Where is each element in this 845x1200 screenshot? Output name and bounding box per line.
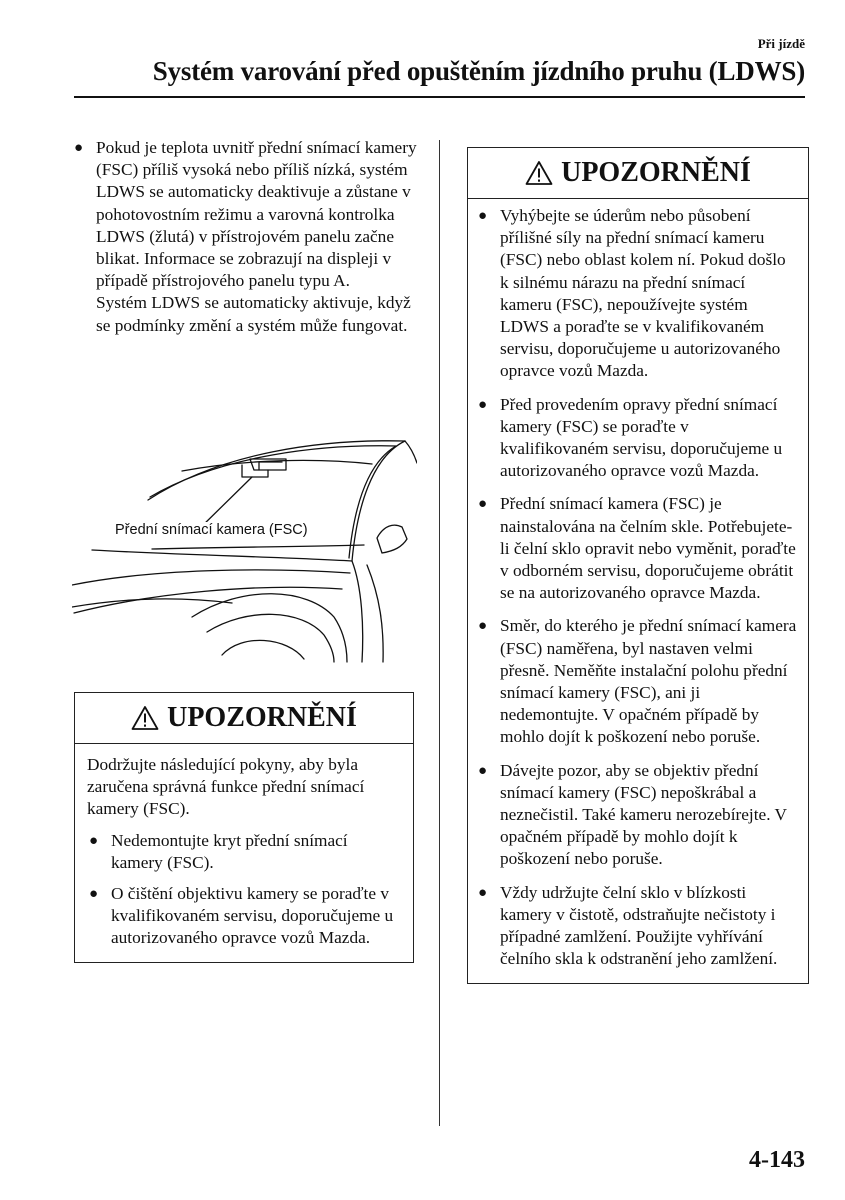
warning-box-right xyxy=(467,147,809,984)
page-number: 4-143 xyxy=(749,1147,805,1173)
list-item xyxy=(72,137,417,292)
bullet-icon: ● xyxy=(478,496,488,513)
list-item-text: Nedemontujte kryt přední snímací kamery (FSC). xyxy=(111,830,348,872)
list-item xyxy=(476,615,798,748)
list-item-text: Vždy udržujte čelní sklo v blízkosti kamery v čistotě, odstraňujte nečistoty i případné zamlžení. Použijte vyhřívání čelního skla k odstranění jeho zamlžení. xyxy=(500,882,778,969)
list-item-text: Dávejte pozor, aby se objektiv přední snímací kamery (FSC) nepoškrábal a neznečistil. Také kameru nerozebírejte. V opačném případě by mohlo dojít k poškození nebo poruše. xyxy=(500,760,787,869)
page-title: Systém varování před opuštěním jízdního pruhu (LDWS) xyxy=(152,56,805,86)
warning-triangle-icon xyxy=(131,705,159,731)
list-item xyxy=(476,205,798,383)
list-item xyxy=(476,882,798,971)
list-item-text: Pokud je teplota uvnitř přední snímací kamery (FSC) příliš vysoká nebo příliš nízká, systém LDWS se automaticky deaktivuje a zůstane v pohotovostním režimu a varovná kontrolka LDWS (žlutá) v přístrojovém panelu začne blikat. Informace se zobrazují na displeji v případě přístrojového panelu typu A. xyxy=(96,138,417,291)
bullet-icon: ● xyxy=(74,140,84,156)
bullet-icon: ● xyxy=(478,208,488,224)
bullet-icon: ● xyxy=(478,396,488,413)
warning-intro: Dodržujte následující pokyny, aby byla zaručena správná funkce přední snímací kamery (FSC). xyxy=(87,755,365,819)
list-item-text: O čištění objektivu kamery se poraďte v kvalifikovaném servisu, doporučujeme u autorizovaného opravce vozů Mazda. xyxy=(111,884,394,948)
bullet-icon: ● xyxy=(478,884,488,901)
bullet-icon: ● xyxy=(89,832,99,849)
section-label: Při jízdě xyxy=(757,36,805,51)
list-item-text: Přední snímací kamera (FSC) je nainstalována na čelním skle. Potřebujete-li čelní sklo opravit nebo vyměnit, poraďte v odborném servisu, doporučujeme obrátit se na autorizovaného opravce Mazda. xyxy=(500,494,796,603)
warning-header xyxy=(468,148,808,199)
warning-header xyxy=(75,693,413,744)
list-item xyxy=(476,760,798,871)
warning-body xyxy=(75,744,413,962)
list-item-text: Před provedením opravy přední snímací kamery (FSC) se poraďte v kvalifikovaném servisu, doporučujeme u autorizovaného opravce vozů Mazda. xyxy=(500,394,783,481)
list-item-text: Vyhýbejte se úderům nebo působení přílišné síly na přední snímací kameru (FSC) nebo oblast kolem ní. Pokud došlo k silnému nárazu na přední snímací kameru (FSC), nepoužívejte systém LDWS a poraďte se v kvalifikovaném servisu, doporučujeme u autorizovaného opravce vozů Mazda. xyxy=(500,206,786,381)
list-item xyxy=(87,883,401,950)
windshield-camera-illustration xyxy=(72,437,417,665)
bullet-icon: ● xyxy=(478,762,488,779)
title-rule xyxy=(74,96,805,98)
left-column xyxy=(72,137,417,337)
warning-title: UPOZORNĚNÍ xyxy=(167,702,357,733)
warning-triangle-icon xyxy=(525,160,553,186)
right-column xyxy=(467,147,809,984)
list-item-text: Směr, do kterého je přední snímací kamera (FSC) naměřena, byl nastaven velmi přesně. Neměňte instalační polohu přední snímací kamery (FSC), ani ji nedemontujte. V opačném případě by mohlo dojít k poškození nebo poruše. xyxy=(500,616,797,747)
bullet-icon: ● xyxy=(478,618,488,635)
list-item xyxy=(476,394,798,483)
warning-box-left xyxy=(74,692,414,963)
column-divider xyxy=(439,140,440,1126)
warning-body xyxy=(468,199,808,983)
list-item xyxy=(476,493,798,604)
continuation-paragraph: Systém LDWS se automaticky aktivuje, když se podmínky změní a systém může fungovat. xyxy=(96,293,411,335)
bullet-icon: ● xyxy=(89,886,99,903)
figure-callout: Přední snímací kamera (FSC) xyxy=(112,522,311,538)
list-item xyxy=(87,830,401,874)
warning-title: UPOZORNĚNÍ xyxy=(561,157,751,188)
